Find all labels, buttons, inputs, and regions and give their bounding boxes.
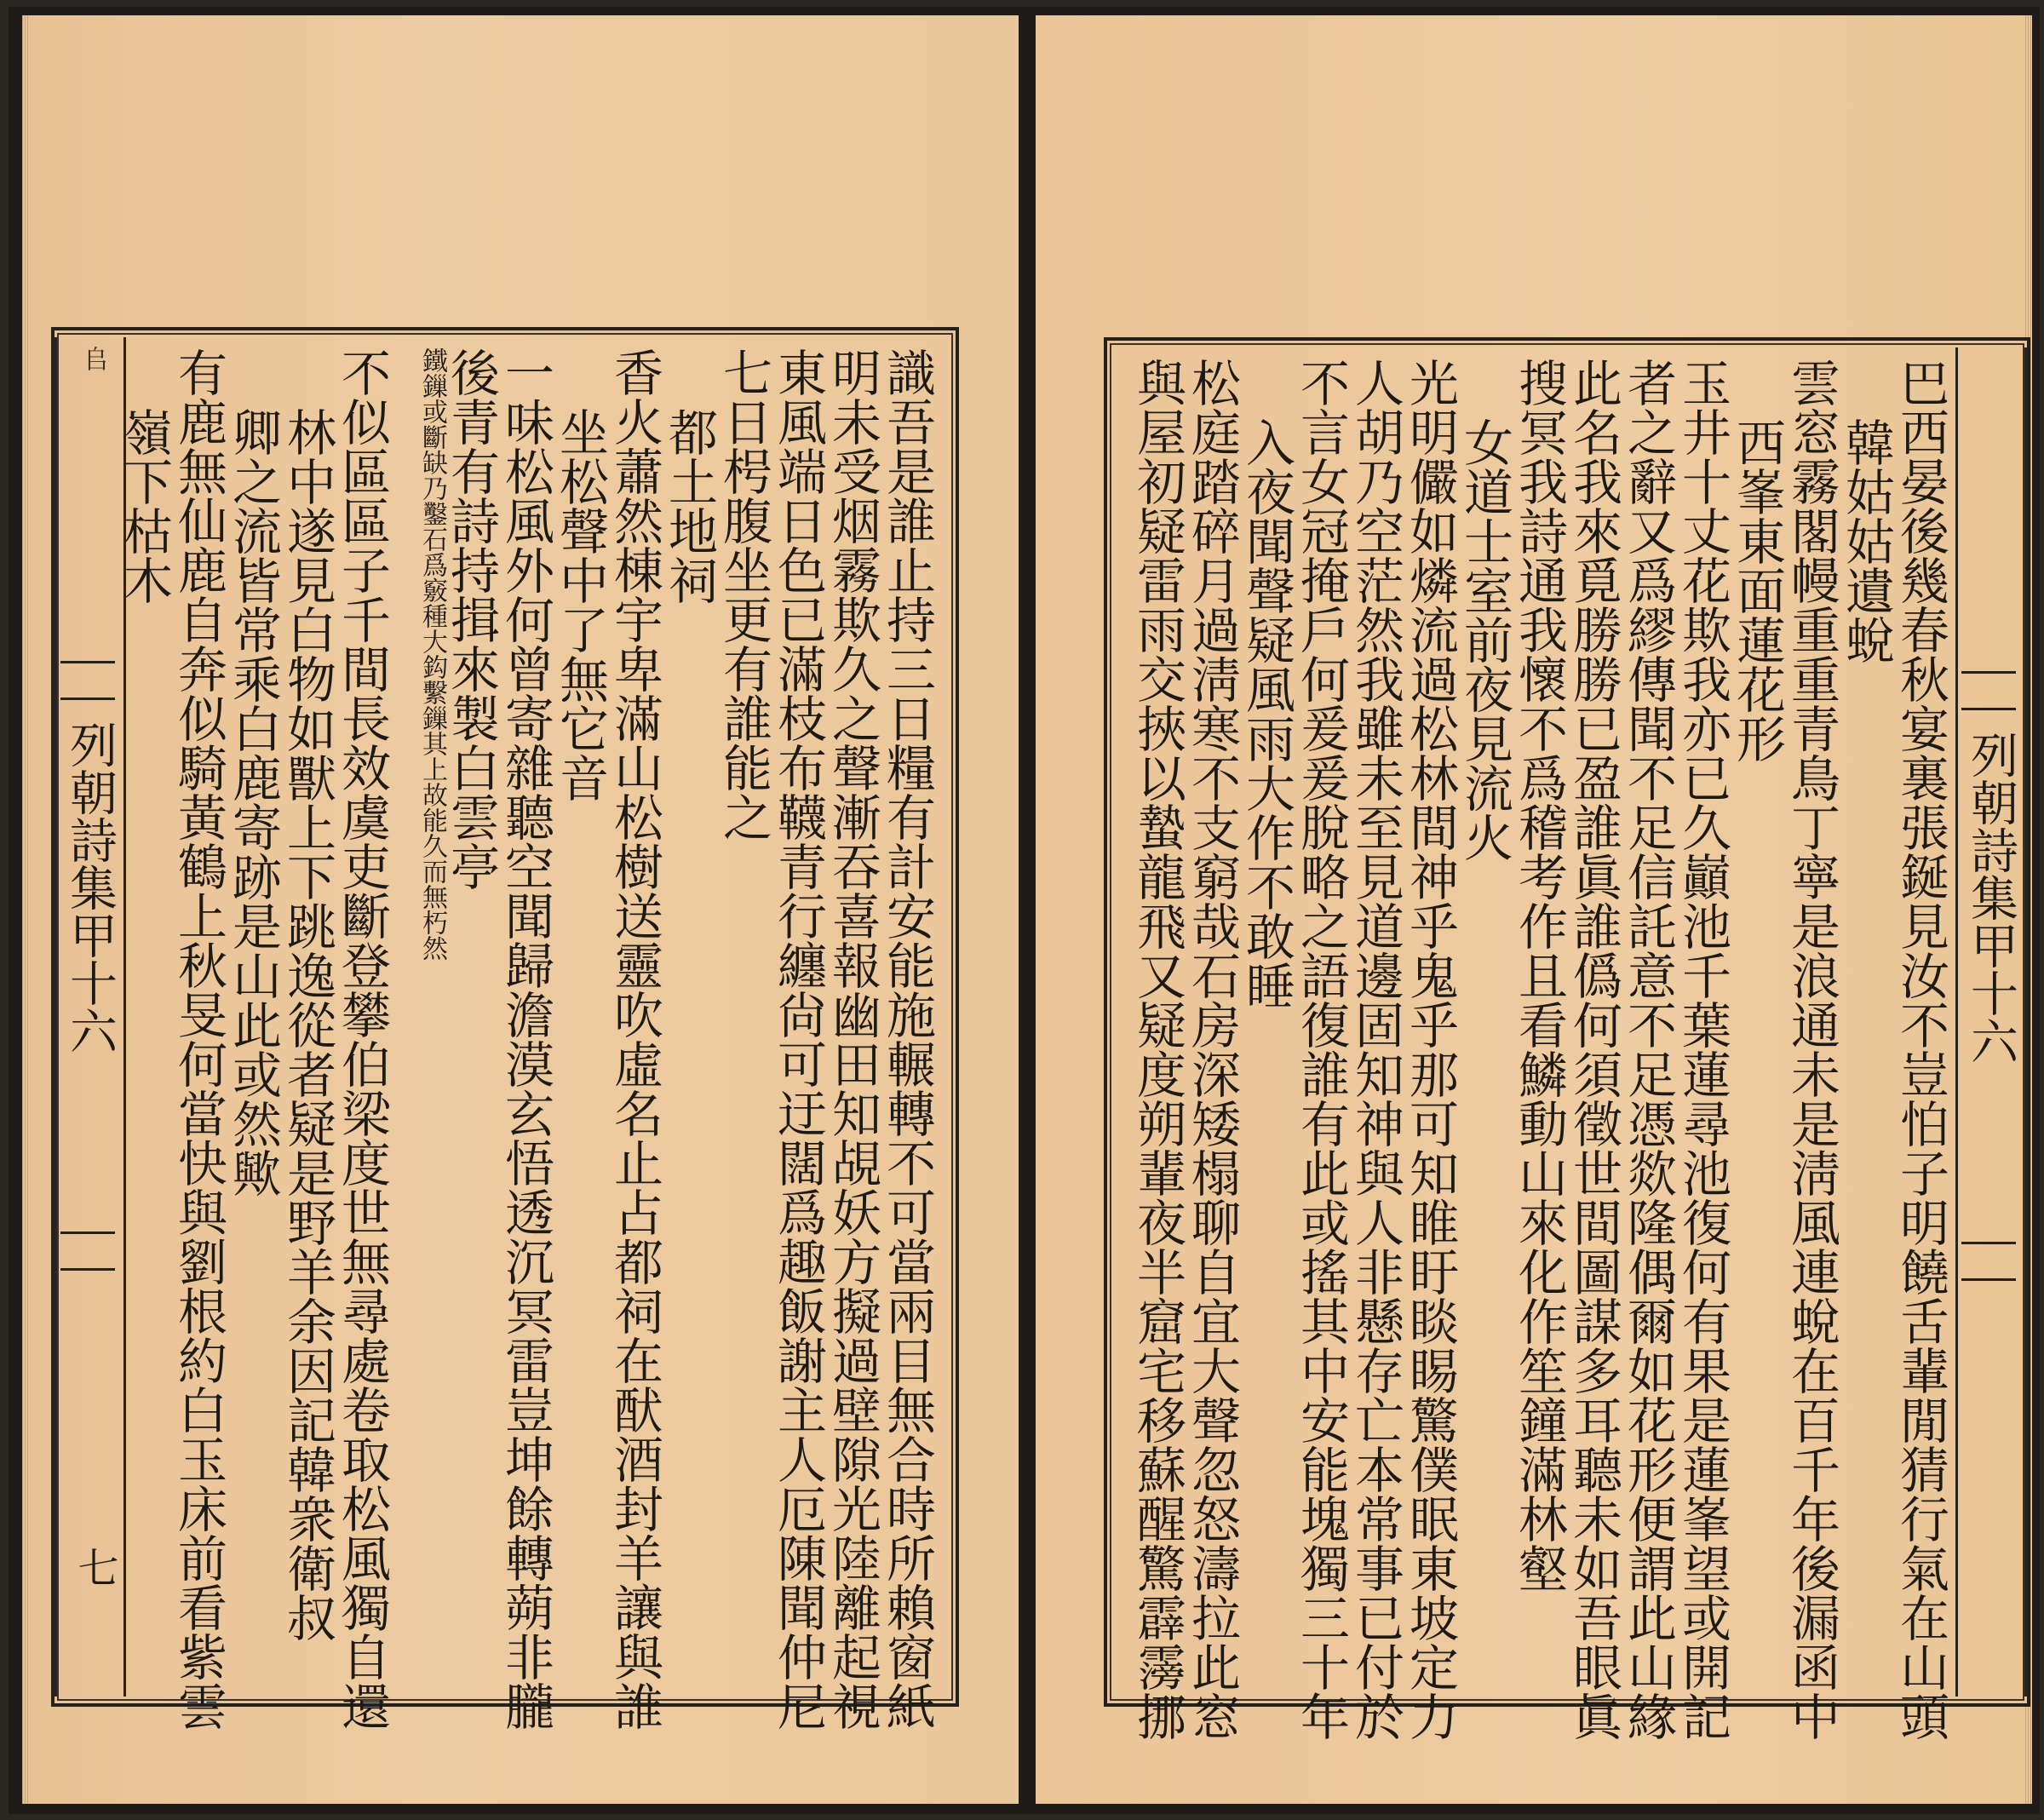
- text-column: 巴西晏後幾春秋宴裏張鋋見汝不豈怕子明饒舌輩閒猜行氣在山頭: [1892, 358, 1949, 1741]
- fish-tail-mark: [1961, 1242, 2016, 1281]
- poem-title-column: 林中遂見白物如獸上下跳逸從者疑是野羊余因記韓衆衛叔: [278, 407, 336, 1642]
- text-column: 與屋初疑雷雨交挾以蟄龍飛又疑度朔輩夜半窟宅移蘇醒驚霹霶挪: [1128, 358, 1186, 1741]
- poem-title-column: 都土地祠: [660, 407, 718, 605]
- text-column: 東風端日色已滿枝布韈青行纏尙可迂闊爲趣飯謝主人厄陳聞仲尼: [769, 347, 827, 1731]
- text-column: 雲窓霧閣幔重重青鳥丁寧是浪通未是淸風連蛻在百千年後漏函中: [1783, 358, 1840, 1741]
- poem-title-column: 卿之流皆常乘白鹿寄跡是山此或然歟: [224, 407, 282, 1197]
- book-title-label: 列朝詩集甲十六: [1963, 731, 2018, 1065]
- text-column: 玉井十丈花欺我亦已久巓池千葉蓮尋池復何有果是蓮峯望或開記: [1674, 358, 1731, 1741]
- text-column: 者之辭又爲繆傳聞不足信託意不足憑欻隆偶爾如花形便謂此山緣: [1619, 358, 1677, 1741]
- page-edge: [22, 15, 29, 1804]
- right-text-block: [1104, 337, 2030, 1741]
- left-page: [22, 15, 1019, 1804]
- header-mark: 𠂤: [78, 346, 108, 371]
- left-text-block: [51, 327, 959, 1731]
- text-column: 光明儼如燐流過松林間神乎鬼乎那可知睢盱睒睗驚僕眠東坡定力: [1401, 358, 1459, 1741]
- open-book: [9, 7, 2040, 1814]
- text-column: 識吾是誰止持三日糧有計安能施輾轉不可當兩目無合時所賴窗紙: [878, 347, 936, 1731]
- page-number: 七: [71, 1547, 118, 1587]
- fish-tail-mark: [60, 1232, 115, 1271]
- poem-title-column: 坐松聲中了無它音: [551, 407, 609, 802]
- text-column: 不言女冠掩戶何爰爰脫略之語復誰有此或搖其中安能塊獨三十年: [1292, 358, 1350, 1741]
- text-column: 香火蕭然棟宇卑滿山松樹送靈吹虛名止占都祠在䣭酒封羊讓與誰: [606, 347, 663, 1731]
- center-strip: [1955, 347, 2027, 1697]
- fish-tail-mark: [1961, 671, 2016, 710]
- book-title-label: 列朝詩集甲十六: [62, 721, 118, 1054]
- text-column: 松庭踏碎月過淸寒不支窮哉石房深矮榻聊自宜大聲忽怒濤拉此窓: [1183, 358, 1241, 1741]
- text-column: 有鹿無仙鹿自奔似騎黃鶴上秋旻何當快與劉根約白玉床前看紫雲: [169, 347, 227, 1731]
- text-column: 一味松風外何曾寄雜聽空聞歸澹漠玄悟透沉冥雷豈坤餘轉蒴非朧: [497, 347, 554, 1731]
- poem-title-column: 韓姑姑遺蛻: [1837, 417, 1895, 664]
- text-column: 不似區區子千間長效虞吏斷登攀伯梁度世無尋處卷取松風獨自還: [333, 347, 391, 1731]
- annotation-column: 鐵鏁或斷缺乃鑿石爲竅種大鈎繫鏁其上故能久而無朽然: [417, 347, 447, 961]
- poem-title-column: 西峯東面蓮花形: [1728, 417, 1786, 763]
- text-column: 人胡乃空茫然我雖未至見道邊固知神與人非懸存亡本常事已付於: [1346, 358, 1404, 1741]
- poem-title-column: 入夜聞聲疑風雨大作不敢睡: [1237, 417, 1295, 1010]
- poem-title-column: 女道士室前夜見流火: [1455, 417, 1513, 862]
- text-column: 搜冥我詩通我懷不爲稽考作且看鱗動山來化作笙鐘滿林壑: [1510, 358, 1568, 1593]
- right-page: [1036, 15, 2032, 1804]
- text-column: 後青有詩持揖來製白雲亭: [442, 347, 500, 891]
- text-column: 明未受烟霧欺久之聲漸吞喜報幽田知覘妖方擬過壁隙光陸離起視: [824, 347, 881, 1731]
- poem-title-column: 嶺下枯木: [115, 407, 173, 605]
- text-column: 此名我來覓勝勝已盈誰眞誰僞何須徵世間圖謀多耳聽未如吾眼眞: [1565, 358, 1622, 1741]
- text-column: 七日枵腹坐更有誰能之: [715, 347, 772, 841]
- fish-tail-mark: [60, 661, 115, 700]
